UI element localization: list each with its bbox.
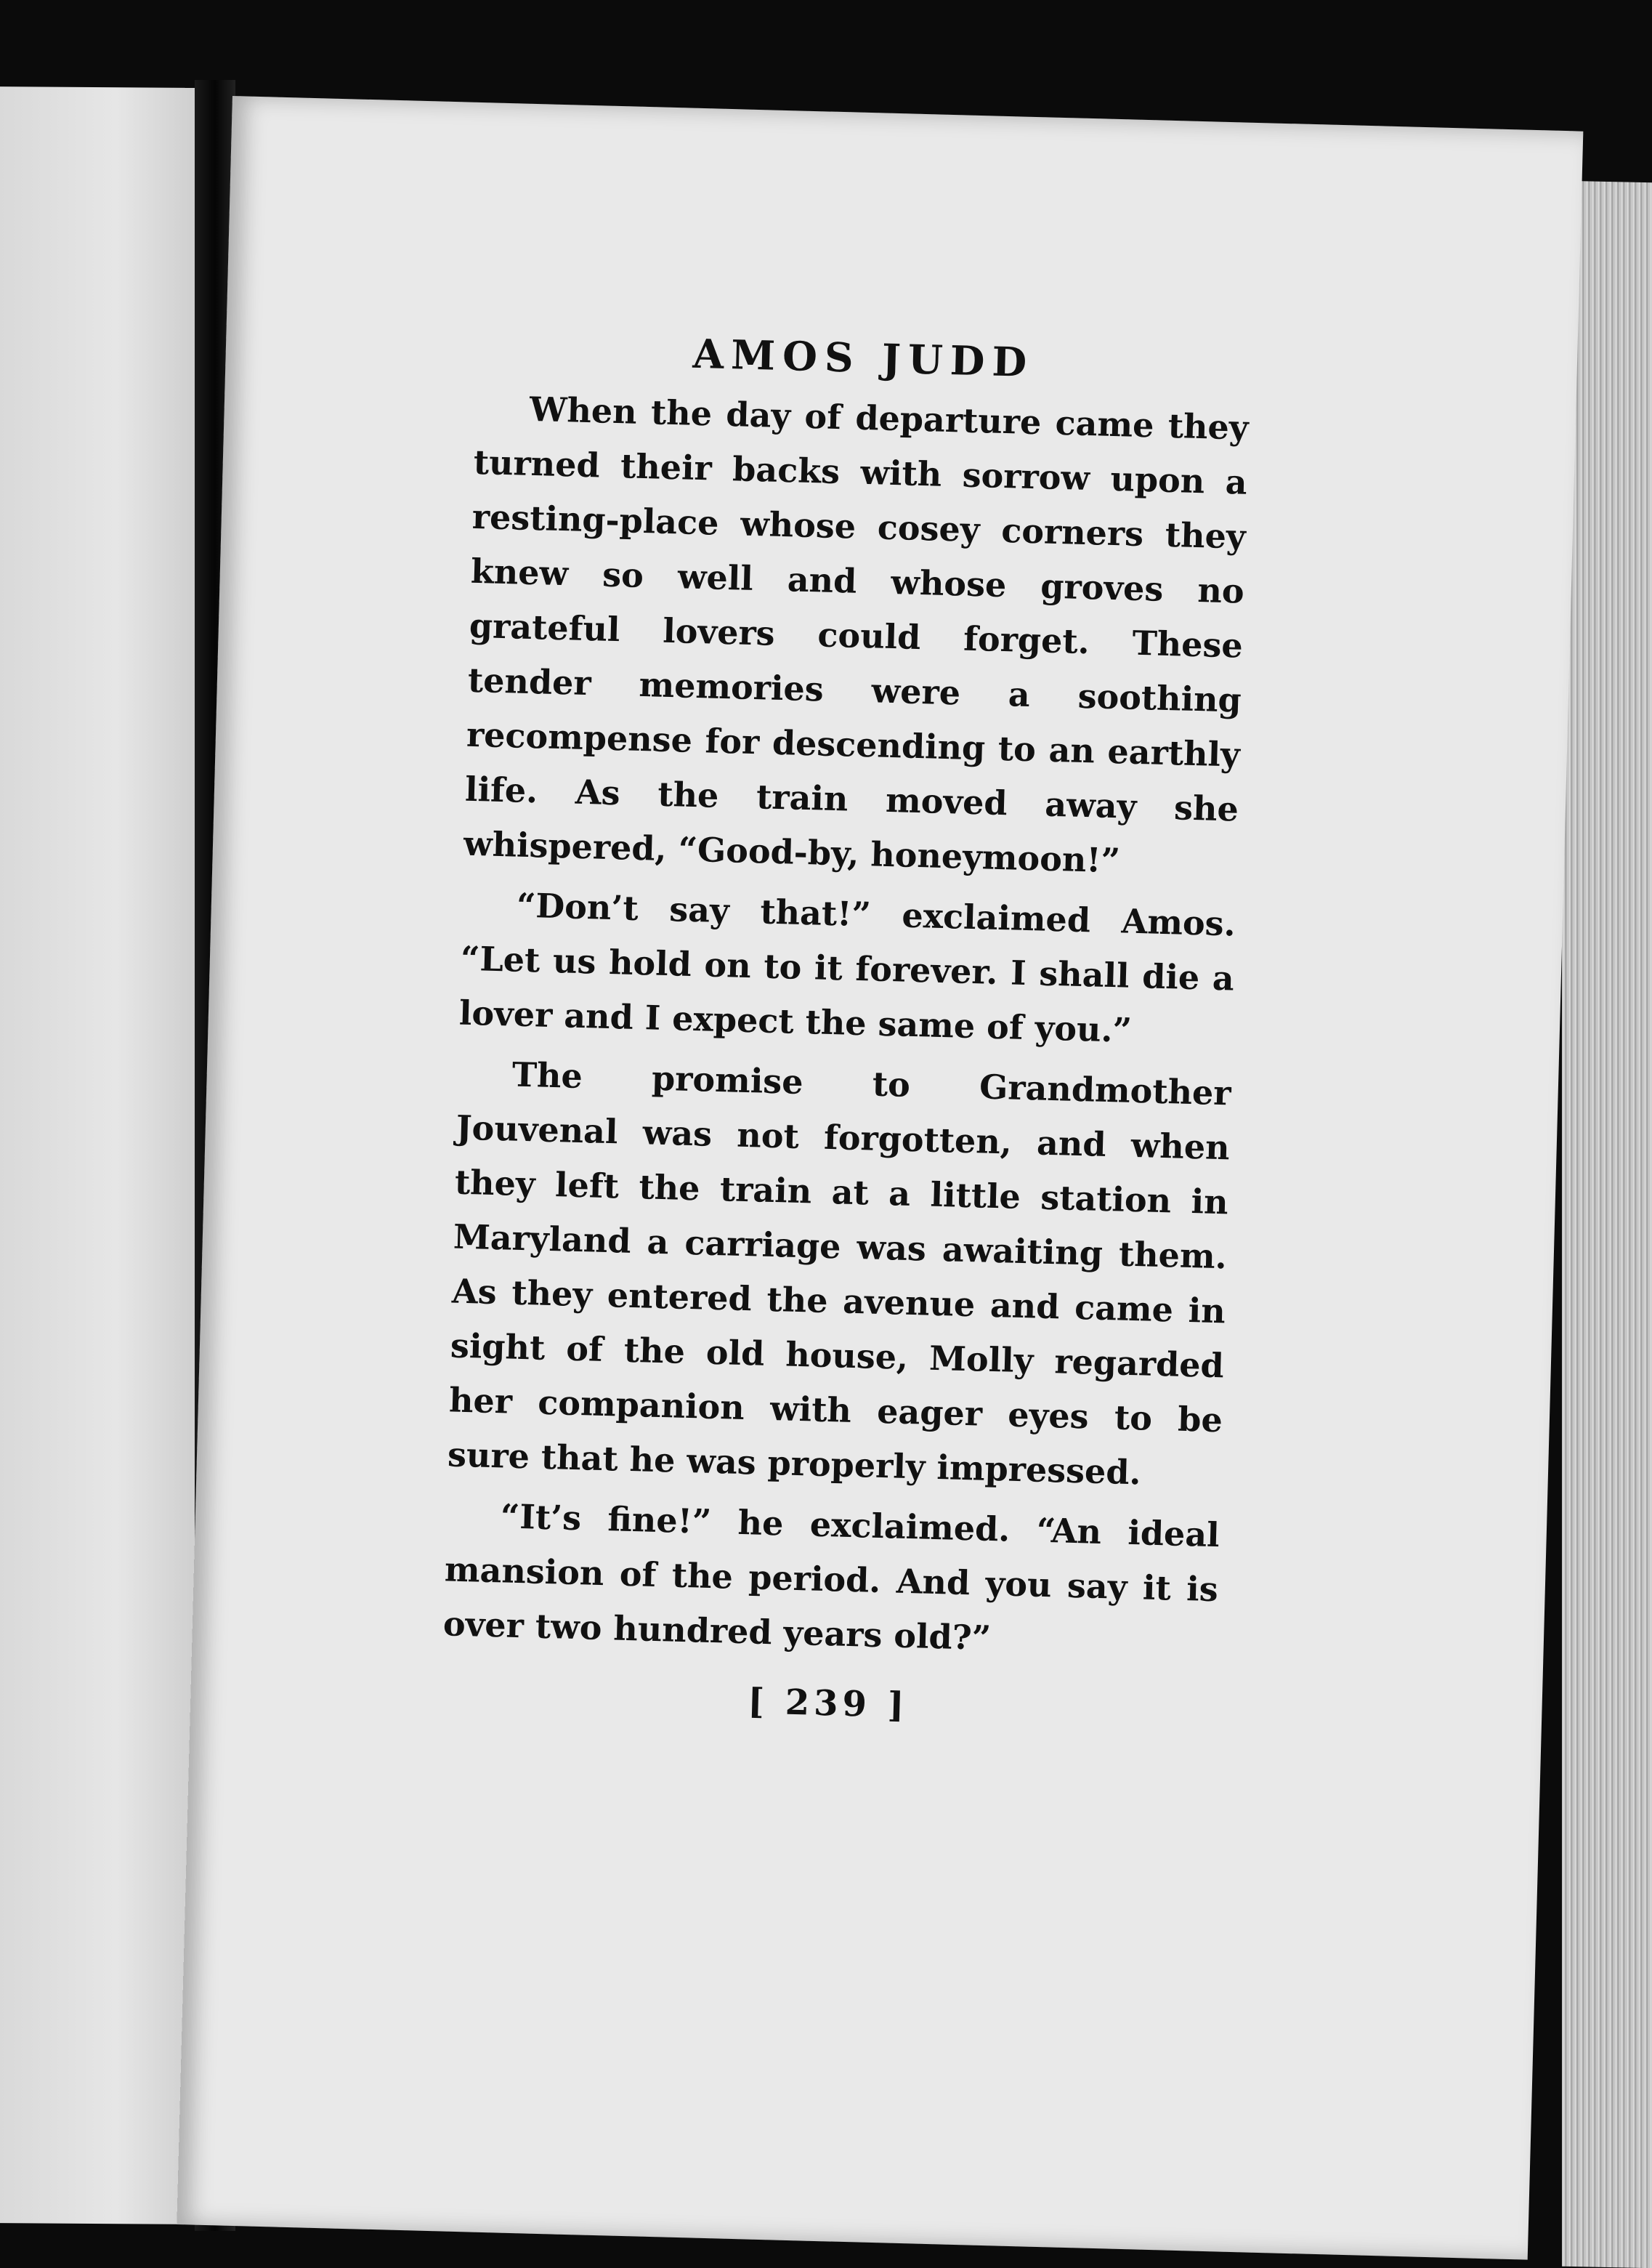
paragraph: “Don’t say that!” exclaimed Amos. “Let us hold on to it forever. I shall die a lover and I expect the same of you.” bbox=[458, 885, 1236, 1050]
book-page bbox=[177, 96, 1583, 2260]
page-number: [ 239 ] bbox=[747, 1681, 910, 1727]
page-edges bbox=[1562, 181, 1652, 2268]
paragraph: “It’s fine!” he exclaimed. “An ideal mansion of the period. And you say it is over two hundred years old?” bbox=[442, 1496, 1220, 1658]
running-head: AMOS JUDD bbox=[692, 329, 1034, 386]
paragraph: When the day of departure came they turned their backs with sorrow upon a resting-place whose cosey corners they knew so well and whose groves no grateful lovers could forget. These tender memories were a soothing recompense for descending to an earthly life. As the train moved away she whispered, “Good-by, honeymoon!” bbox=[463, 389, 1250, 881]
paragraph: The promise to Grandmother Jouvenal was not forgotten, and when they left the train at a little station in Maryland a carriage was awaiting them. As they entered the avenue and came in sight of the old house, Molly regarded her companion with eager eyes to be sure that he was properly impressed. bbox=[447, 1054, 1232, 1493]
text-block bbox=[441, 328, 1251, 1734]
facing-page bbox=[0, 86, 195, 2224]
